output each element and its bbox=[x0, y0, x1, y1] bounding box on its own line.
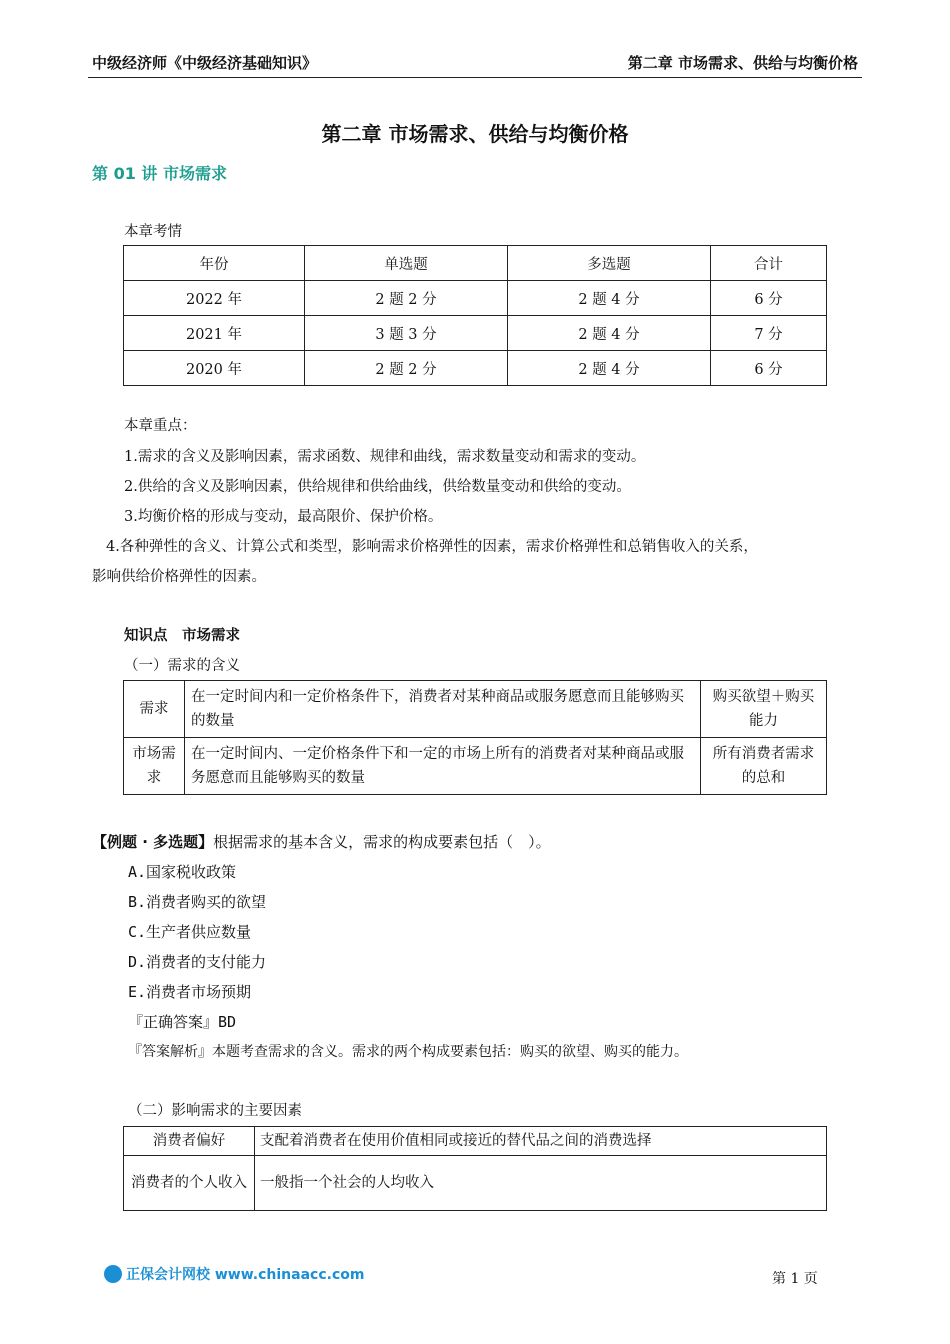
key-point-item: 2.供给的含义及影响因素，供给规律和供给曲线，供给数量变动和供给的变动。 bbox=[124, 479, 631, 495]
table-cell: 市场需求 bbox=[124, 738, 185, 795]
key-points-caption: 本章重点： bbox=[124, 418, 197, 434]
table-cell: 购买欲望＋购买能力 bbox=[701, 681, 827, 738]
table-row bbox=[124, 316, 827, 351]
key-point-item: 4.各种弹性的含义、计算公式和类型，影响需求价格弹性的因素，需求价格弹性和总销售收入的关系， bbox=[106, 539, 758, 555]
header-divider bbox=[88, 77, 862, 78]
page-number: 第 1 页 bbox=[772, 1271, 818, 1287]
correct-answer: 『正确答案』BD bbox=[128, 1013, 237, 1031]
table-cell: 2020 年 bbox=[124, 351, 305, 386]
table-cell: 2 题 4 分 bbox=[508, 316, 711, 351]
table-cell: 所有消费者需求的总和 bbox=[701, 738, 827, 795]
example-question-text: 根据需求的基本含义，需求的构成要素包括（ ）。 bbox=[213, 833, 551, 851]
option-item: B.消费者购买的欲望 bbox=[128, 893, 267, 911]
table-cell: 2 题 2 分 bbox=[305, 351, 508, 386]
table-header-row bbox=[124, 246, 827, 281]
exam-stats-table bbox=[123, 245, 827, 386]
chapter-title: 第二章 市场需求、供给与均衡价格 bbox=[321, 122, 629, 146]
option-item: D.消费者的支付能力 bbox=[128, 953, 267, 971]
table-header-cell: 年份 bbox=[124, 246, 305, 281]
knowledge-title: 知识点 市场需求 bbox=[124, 628, 240, 644]
option-item: C.生产者供应数量 bbox=[128, 923, 252, 941]
table-row bbox=[124, 681, 827, 738]
table-cell: 支配着消费者在使用价值相同或接近的替代品之间的消费选择 bbox=[255, 1127, 827, 1156]
table-row bbox=[124, 1127, 827, 1156]
table-cell: 在一定时间内、一定价格条件下和一定的市场上所有的消费者对某种商品或服务愿意而且能够购买的数量 bbox=[185, 738, 701, 795]
meaning-table bbox=[123, 680, 827, 795]
option-item: A.国家税收政策 bbox=[128, 863, 237, 881]
exam-stats-caption: 本章考情 bbox=[124, 224, 182, 240]
header-right: 第二章 市场需求、供给与均衡价格 bbox=[627, 54, 858, 72]
table-header-cell: 多选题 bbox=[508, 246, 711, 281]
table-cell: 在一定时间内和一定价格条件下，消费者对某种商品或服务愿意而且能够购买的数量 bbox=[185, 681, 701, 738]
key-point-item: 3.均衡价格的形成与变动，最高限价、保护价格。 bbox=[124, 509, 443, 525]
table-header-cell: 合计 bbox=[711, 246, 827, 281]
table-cell: 需求 bbox=[124, 681, 185, 738]
table-row bbox=[124, 1156, 827, 1211]
key-point-item: 1.需求的含义及影响因素，需求函数、规律和曲线，需求数量变动和需求的变动。 bbox=[124, 449, 646, 465]
section-heading: （一）需求的含义 bbox=[124, 658, 240, 674]
table-cell: 3 题 3 分 bbox=[305, 316, 508, 351]
factors-table bbox=[123, 1126, 827, 1211]
table-cell: 6 分 bbox=[711, 281, 827, 316]
table-cell: 消费者偏好 bbox=[124, 1127, 255, 1156]
table-cell: 2 题 4 分 bbox=[508, 281, 711, 316]
table-cell: 一般指一个社会的人均收入 bbox=[255, 1156, 827, 1211]
logo-icon bbox=[104, 1265, 122, 1283]
header-left: 中级经济师《中级经济基础知识》 bbox=[92, 54, 318, 72]
table-row bbox=[124, 281, 827, 316]
table-header-cell: 单选题 bbox=[305, 246, 508, 281]
lecture-title: 第 01 讲 市场需求 bbox=[92, 164, 227, 183]
table-cell: 2021 年 bbox=[124, 316, 305, 351]
example-tag: 【例题 · 多选题】 bbox=[92, 833, 214, 851]
table-cell: 消费者的个人收入 bbox=[124, 1156, 255, 1211]
table-cell: 2 题 2 分 bbox=[305, 281, 508, 316]
table-cell: 2022 年 bbox=[124, 281, 305, 316]
example-question bbox=[92, 827, 892, 857]
table-row bbox=[124, 738, 827, 795]
table-cell: 6 分 bbox=[711, 351, 827, 386]
table-row bbox=[124, 351, 827, 386]
section-heading: （二）影响需求的主要因素 bbox=[128, 1103, 302, 1119]
table-cell: 2 题 4 分 bbox=[508, 351, 711, 386]
option-item: E.消费者市场预期 bbox=[128, 983, 252, 1001]
table-cell: 7 分 bbox=[711, 316, 827, 351]
footer-logo[interactable] bbox=[104, 1264, 364, 1284]
answer-analysis: 『答案解析』本题考查需求的含义。需求的两个构成要素包括：购买的欲望、购买的能力。 bbox=[128, 1044, 688, 1060]
key-point-item: 影响供给价格弹性的因素。 bbox=[92, 569, 266, 585]
footer-logo-text: 正保会计网校 www.chinaacc.com bbox=[126, 1267, 365, 1283]
